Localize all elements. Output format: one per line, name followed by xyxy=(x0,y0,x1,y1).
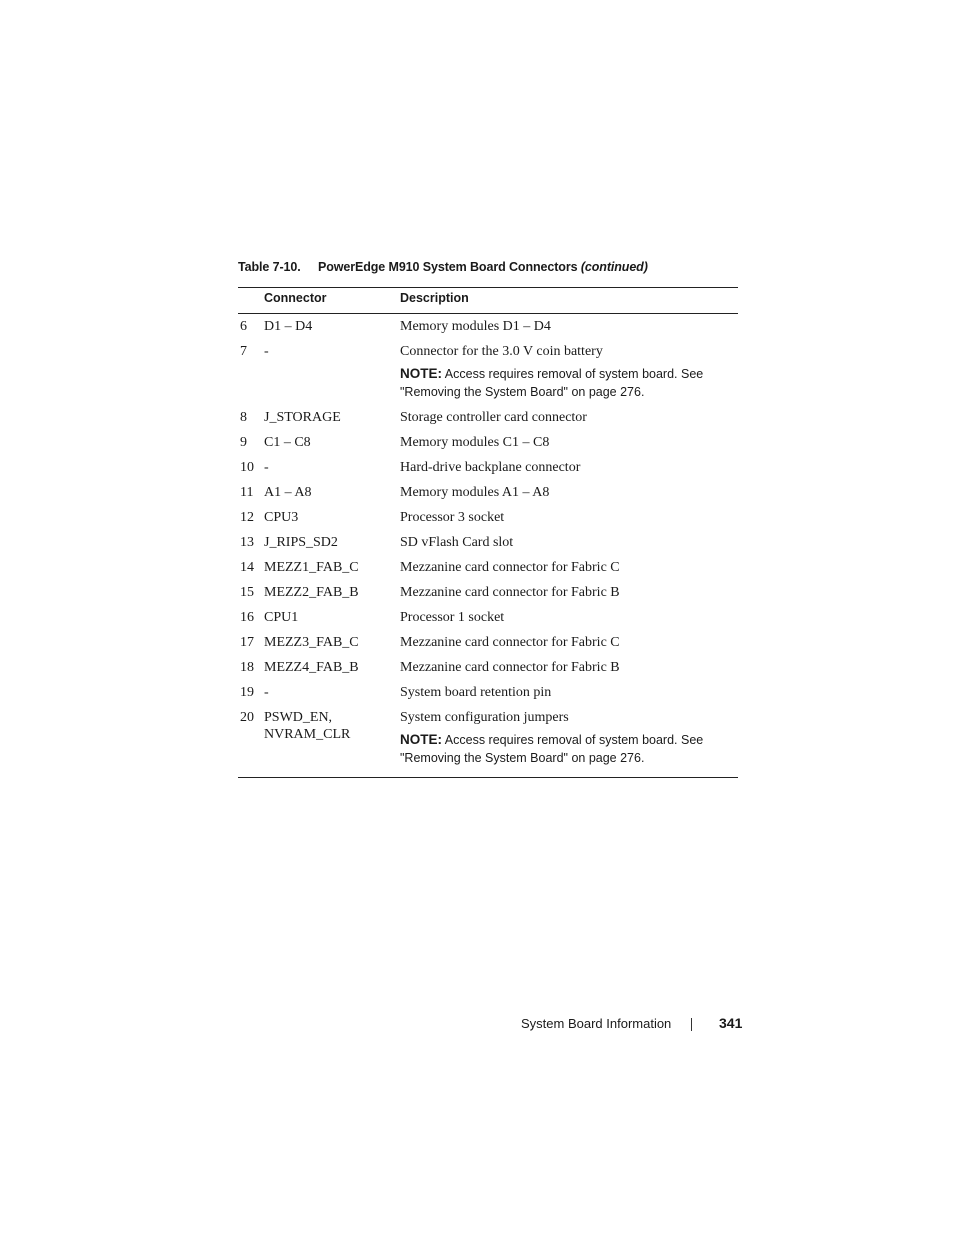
table-row xyxy=(238,507,738,532)
table-header xyxy=(238,288,738,314)
table-row xyxy=(238,557,738,582)
table-title: PowerEdge M910 System Board Connectors xyxy=(317,260,578,274)
row-description-cell xyxy=(400,557,738,582)
row-description: Storage controller card connector xyxy=(400,410,587,425)
row-connector: CPU1 xyxy=(264,610,299,625)
note-text: Access requires removal of system board. See "Removing the System Board" on page 276. xyxy=(400,367,704,399)
row-item-number: 16 xyxy=(240,610,254,625)
row-item-number: 8 xyxy=(240,410,247,425)
row-connector: J_STORAGE xyxy=(264,410,341,425)
row-description-cell xyxy=(400,707,738,773)
footer-section-title: System Board Information xyxy=(521,1016,672,1031)
row-description-cell xyxy=(400,682,738,707)
row-connector: MEZZ1_FAB_C xyxy=(264,560,359,575)
row-description-cell xyxy=(400,457,738,482)
row-item-number: 12 xyxy=(240,510,254,525)
table-row xyxy=(238,707,738,773)
note-text: Access requires removal of system board. See "Removing the System Board" on page 276. xyxy=(400,733,704,765)
page-number: 341 xyxy=(719,1015,743,1031)
row-description: Memory modules A1 – A8 xyxy=(400,485,550,500)
row-description: Processor 1 socket xyxy=(400,610,505,625)
table-row xyxy=(238,657,738,682)
row-item-number: 9 xyxy=(240,435,247,450)
connectors-table xyxy=(238,287,738,778)
table-row xyxy=(238,632,738,657)
note xyxy=(400,731,738,767)
row-item-number: 11 xyxy=(240,485,254,500)
table-row xyxy=(238,457,738,482)
row-item-number: 20 xyxy=(240,710,254,725)
row-item-number: 19 xyxy=(240,685,254,700)
row-connector: PSWD_EN, NVRAM_CLR xyxy=(264,710,351,742)
row-connector: D1 – D4 xyxy=(264,319,313,334)
row-connector: - xyxy=(264,685,269,700)
note xyxy=(400,365,738,401)
row-description: SD vFlash Card slot xyxy=(400,535,514,550)
table-row xyxy=(238,607,738,632)
row-item-number: 17 xyxy=(240,635,254,650)
table-row xyxy=(238,682,738,707)
row-connector: CPU3 xyxy=(264,510,299,525)
header-connector: Connector xyxy=(264,291,327,305)
row-description: Mezzanine card connector for Fabric C xyxy=(400,635,620,650)
footer-divider xyxy=(691,1018,692,1031)
row-item-number: 10 xyxy=(240,460,254,475)
row-description: System configuration jumpers xyxy=(400,710,569,725)
row-description: Mezzanine card connector for Fabric C xyxy=(400,560,620,575)
row-item-number: 13 xyxy=(240,535,254,550)
table-row xyxy=(238,582,738,607)
row-connector: - xyxy=(264,460,269,475)
row-description-cell xyxy=(400,532,738,557)
table-row xyxy=(238,316,738,341)
row-description: Processor 3 socket xyxy=(400,510,505,525)
row-item-number: 14 xyxy=(240,560,254,575)
row-item-number: 7 xyxy=(240,344,247,359)
row-item-number: 6 xyxy=(240,319,247,334)
row-description-cell xyxy=(400,316,738,341)
table-body xyxy=(238,314,738,777)
row-description: Memory modules C1 – C8 xyxy=(400,435,550,450)
note-label: NOTE: xyxy=(400,732,442,747)
row-description-cell xyxy=(400,341,738,407)
row-connector: J_RIPS_SD2 xyxy=(264,535,338,550)
row-description: Mezzanine card connector for Fabric B xyxy=(400,660,620,675)
table-row xyxy=(238,407,738,432)
row-connector: A1 – A8 xyxy=(264,485,312,500)
row-connector: - xyxy=(264,344,269,359)
table-row xyxy=(238,482,738,507)
row-connector: MEZZ4_FAB_B xyxy=(264,660,359,675)
table-row xyxy=(238,432,738,457)
row-description-cell xyxy=(400,632,738,657)
row-description: System board retention pin xyxy=(400,685,552,700)
row-description: Mezzanine card connector for Fabric B xyxy=(400,585,620,600)
row-description-cell xyxy=(400,407,738,432)
row-connector: C1 – C8 xyxy=(264,435,311,450)
row-description-cell xyxy=(400,607,738,632)
row-description: Hard-drive backplane connector xyxy=(400,460,581,475)
row-description: Memory modules D1 – D4 xyxy=(400,319,551,334)
table-number: Table 7-10. xyxy=(238,260,301,274)
table-caption xyxy=(238,260,648,274)
table-row xyxy=(238,341,738,407)
note-label: NOTE: xyxy=(400,366,442,381)
page-footer xyxy=(0,1015,954,1035)
table-continued: (continued) xyxy=(580,260,648,274)
row-description: Connector for the 3.0 V coin battery xyxy=(400,344,603,359)
row-connector: MEZZ3_FAB_C xyxy=(264,635,359,650)
row-description-cell xyxy=(400,432,738,457)
header-description: Description xyxy=(400,291,469,305)
row-description-cell xyxy=(400,507,738,532)
row-item-number: 18 xyxy=(240,660,254,675)
row-item-number: 15 xyxy=(240,585,254,600)
table-row xyxy=(238,532,738,557)
row-connector: MEZZ2_FAB_B xyxy=(264,585,359,600)
row-description-cell xyxy=(400,582,738,607)
row-description-cell xyxy=(400,657,738,682)
row-description-cell xyxy=(400,482,738,507)
